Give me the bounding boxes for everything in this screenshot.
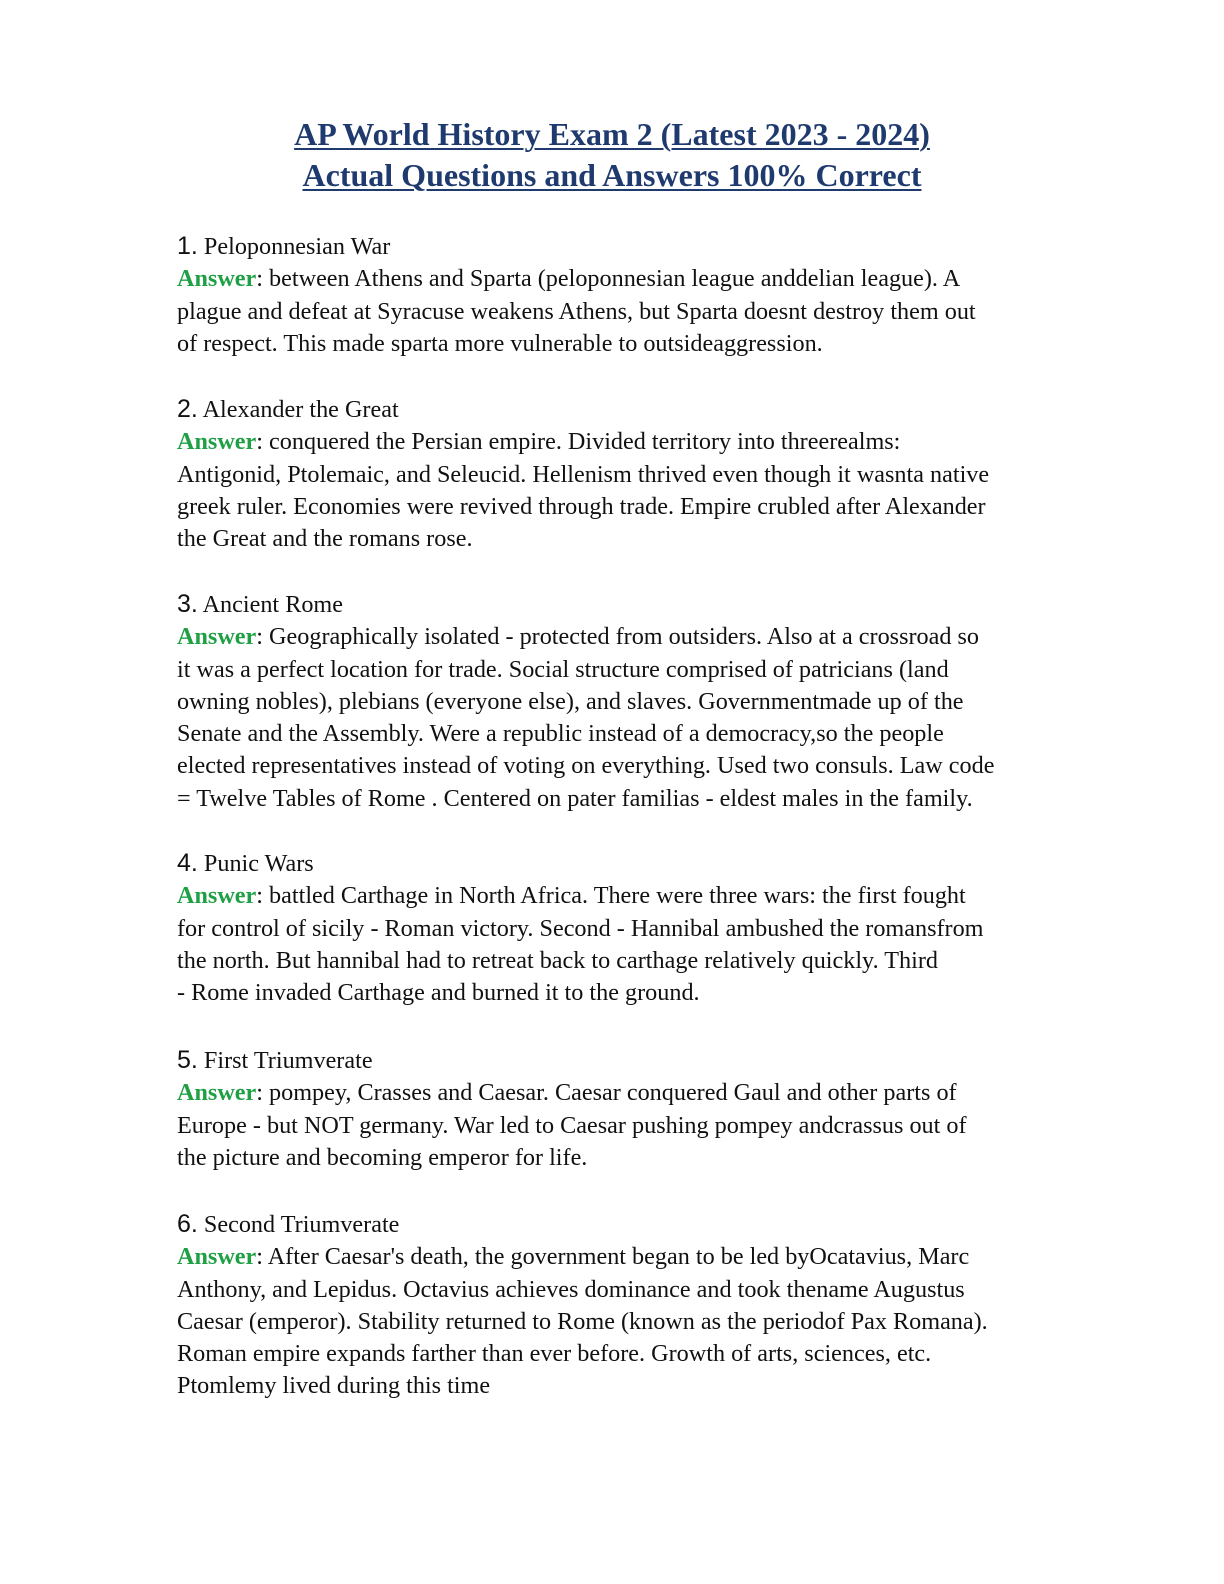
answer-label: Answer — [177, 1243, 257, 1271]
answer-line: Ptomlemy lived during this time — [177, 1372, 491, 1400]
answer-text: : conquered the Persian empire. Divided territory into threerealms: — [256, 428, 901, 456]
question-term: Ancient Rome — [202, 591, 343, 618]
answer-line: Europe - but NOT germany. War led to Caesar pushing pompey andcrassus out of — [177, 1111, 967, 1139]
answer-line: the Great and the romans rose. — [177, 525, 473, 553]
answer-line: Senate and the Assembly. Were a republic instead of a democracy,so the people — [177, 720, 944, 748]
answer-line: elected representatives instead of voting on everything. Used two consuls. Law code — [177, 752, 995, 780]
answer-text: : between Athens and Sparta (peloponnesian league anddelian league). A — [256, 265, 961, 293]
answer-label: Answer — [177, 623, 257, 651]
answer-text: : pompey, Crasses and Caesar. Caesar conquered Gaul and other parts of — [256, 1079, 957, 1107]
answer-line: Anthony, and Lepidus. Octavius achieves dominance and took thename Augustus — [177, 1275, 965, 1303]
question-number: 6. — [177, 1210, 198, 1238]
answer-line: - Rome invaded Carthage and burned it to the ground. — [177, 979, 700, 1007]
answer-line: of respect. This made sparta more vulnerable to outsideaggression. — [177, 329, 823, 357]
answer-label: Answer — [177, 428, 257, 456]
answer-label: Answer — [177, 265, 257, 293]
answer-text: : Geographically isolated - protected from outsiders. Also at a crossroad so — [256, 623, 980, 651]
question-number: 5. — [177, 1046, 198, 1074]
answer-line: Antigonid, Ptolemaic, and Seleucid. Hellenism thrived even though it wasnta native — [177, 460, 990, 488]
document-title — [0, 114, 1224, 196]
question-number: 1. — [177, 232, 198, 260]
answer-line — [177, 621, 1127, 653]
answer-label: Answer — [177, 1079, 257, 1107]
question-block-3 — [177, 588, 1127, 815]
answer-line — [177, 880, 1127, 912]
answer-label: Answer — [177, 882, 257, 910]
question-block-5 — [177, 1044, 1127, 1174]
answer-line — [177, 1077, 1127, 1109]
question-heading — [177, 393, 1127, 426]
question-number: 3. — [177, 590, 198, 618]
question-term: Peloponnesian War — [203, 233, 391, 260]
question-heading — [177, 1208, 1127, 1241]
answer-line: Caesar (emperor). Stability returned to Rome (known as the periodof Pax Romana). — [177, 1307, 988, 1335]
question-term: First Triumverate — [203, 1047, 373, 1074]
answer-line: owning nobles), plebians (everyone else), and slaves. Governmentmade up of the — [177, 687, 964, 715]
question-block-6 — [177, 1208, 1127, 1403]
answer-line: it was a perfect location for trade. Social structure comprised of patricians (land — [177, 655, 949, 683]
question-heading — [177, 1044, 1127, 1077]
question-block-2 — [177, 393, 1127, 555]
title-line-2: Actual Questions and Answers 100% Correct — [302, 157, 922, 193]
answer-line — [177, 1241, 1127, 1273]
question-number: 4. — [177, 849, 198, 877]
question-term: Punic Wars — [203, 850, 314, 877]
answer-line: the picture and becoming emperor for life. — [177, 1143, 588, 1171]
question-term: Alexander the Great — [202, 396, 399, 423]
answer-line: = Twelve Tables of Rome . Centered on pater familias - eldest males in the family. — [177, 784, 973, 812]
question-heading — [177, 847, 1127, 880]
answer-line: Roman empire expands farther than ever before. Growth of arts, sciences, etc. — [177, 1340, 932, 1368]
answer-text: : After Caesar's death, the government began to be led byOcatavius, Marc — [256, 1243, 970, 1271]
answer-line: for control of sicily - Roman victory. Second - Hannibal ambushed the romansfrom — [177, 914, 984, 942]
question-block-4 — [177, 847, 1127, 1009]
question-heading — [177, 588, 1127, 621]
answer-line: greek ruler. Economies were revived through trade. Empire crubled after Alexander — [177, 492, 986, 520]
title-line-1: AP World History Exam 2 (Latest 2023 - 2024) — [294, 116, 930, 152]
answer-line: plague and defeat at Syracuse weakens Athens, but Sparta doesnt destroy them out — [177, 297, 976, 325]
question-term: Second Triumverate — [203, 1211, 400, 1238]
question-heading — [177, 230, 1127, 263]
question-number: 2. — [177, 395, 198, 423]
question-block-1 — [177, 230, 1127, 360]
answer-line — [177, 426, 1127, 458]
answer-text: : battled Carthage in North Africa. There were three wars: the first fought — [256, 882, 966, 910]
answer-line: the north. But hannibal had to retreat back to carthage relatively quickly. Third — [177, 946, 938, 974]
answer-line — [177, 263, 1127, 295]
